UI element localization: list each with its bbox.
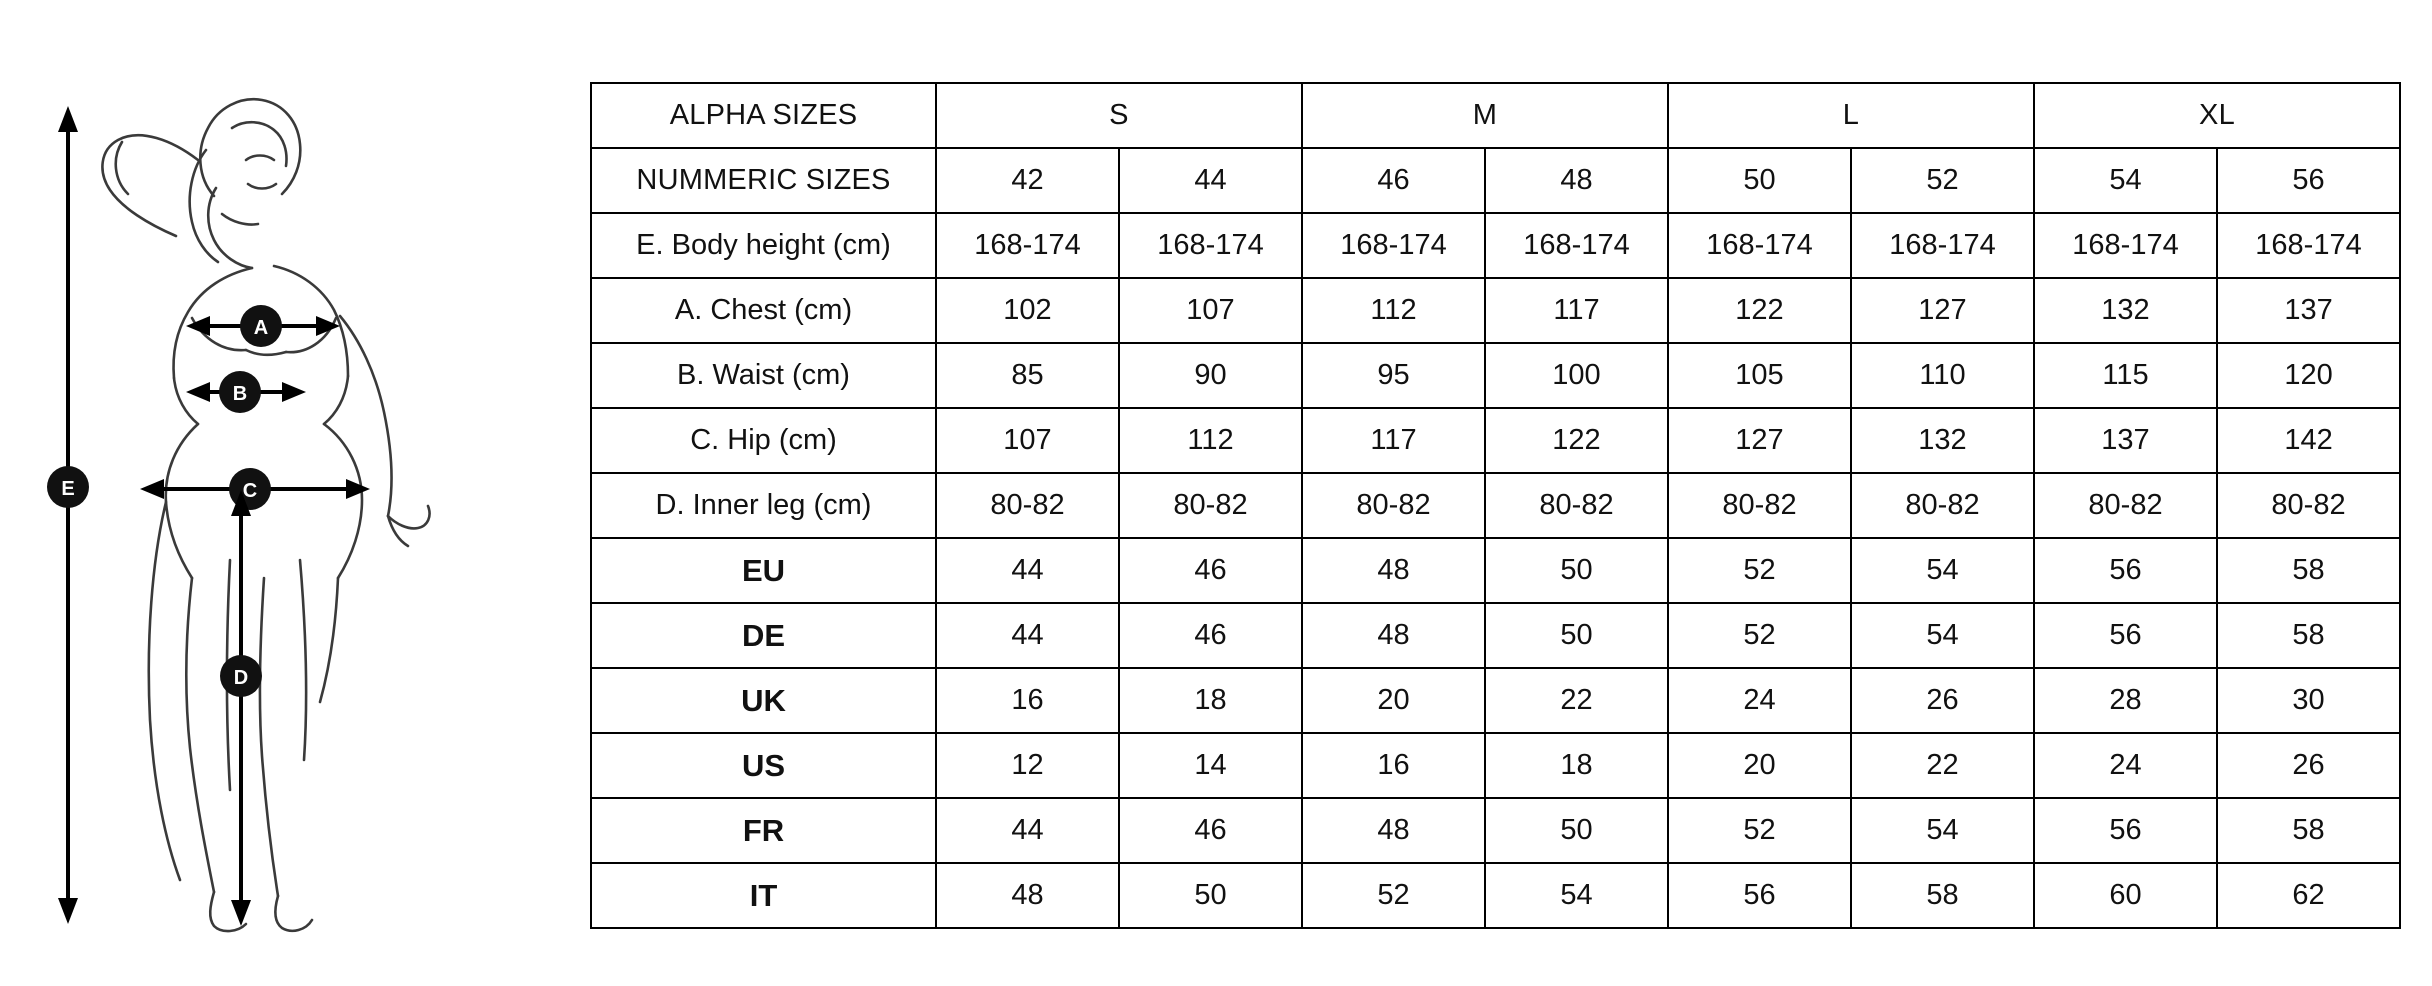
cell: 117	[1485, 278, 1668, 343]
cell: 85	[936, 343, 1119, 408]
marker-a	[240, 305, 282, 347]
table-row	[591, 668, 2400, 733]
cell: 46	[1119, 603, 1302, 668]
cell: 107	[936, 408, 1119, 473]
cell: 112	[1119, 408, 1302, 473]
cell: 48	[1302, 603, 1485, 668]
cell: 132	[1851, 408, 2034, 473]
svg-text:A: A	[253, 317, 269, 339]
cell: 20	[1302, 668, 1485, 733]
numeric-sizes-row	[591, 148, 2400, 213]
cell: 46	[1119, 538, 1302, 603]
row-label-chest: A. Chest (cm)	[591, 278, 936, 343]
cell: 24	[1668, 668, 1851, 733]
cell: 54	[1851, 603, 2034, 668]
cell: 44	[936, 538, 1119, 603]
table-row	[591, 473, 2400, 538]
cell: 120	[2217, 343, 2400, 408]
cell: 58	[2217, 798, 2400, 863]
table-row	[591, 603, 2400, 668]
cell: 18	[1119, 668, 1302, 733]
cell: 80-82	[1668, 473, 1851, 538]
cell: 52	[1668, 798, 1851, 863]
cell: 80-82	[1851, 473, 2034, 538]
cell: 20	[1668, 733, 1851, 798]
cell: 122	[1485, 408, 1668, 473]
cell: 137	[2217, 278, 2400, 343]
table-row	[591, 343, 2400, 408]
numeric-size-44: 44	[1119, 148, 1302, 213]
cell: 46	[1119, 798, 1302, 863]
cell: 26	[1851, 668, 2034, 733]
cell: 80-82	[1485, 473, 1668, 538]
cell: 16	[1302, 733, 1485, 798]
alpha-sizes-label: ALPHA SIZES	[591, 83, 936, 148]
cell: 52	[1668, 538, 1851, 603]
table-row	[591, 278, 2400, 343]
numeric-size-46: 46	[1302, 148, 1485, 213]
alpha-group-m: M	[1302, 83, 1668, 148]
cell: 12	[936, 733, 1119, 798]
table-row	[591, 408, 2400, 473]
alpha-group-s: S	[936, 83, 1302, 148]
female-silhouette	[102, 99, 429, 931]
row-label-it: IT	[591, 863, 936, 928]
cell: 142	[2217, 408, 2400, 473]
cell: 105	[1668, 343, 1851, 408]
cell: 56	[1668, 863, 1851, 928]
cell: 48	[936, 863, 1119, 928]
row-label-uk: UK	[591, 668, 936, 733]
numeric-size-56: 56	[2217, 148, 2400, 213]
cell: 80-82	[1119, 473, 1302, 538]
alpha-group-xl: XL	[2034, 83, 2400, 148]
cell: 50	[1485, 603, 1668, 668]
numeric-sizes-label: NUMMERIC SIZES	[591, 148, 936, 213]
cell: 137	[2034, 408, 2217, 473]
cell: 168-174	[1119, 213, 1302, 278]
cell: 168-174	[1485, 213, 1668, 278]
svg-text:D: D	[233, 667, 249, 689]
cell: 102	[936, 278, 1119, 343]
row-label-body-height: E. Body height (cm)	[591, 213, 936, 278]
cell: 50	[1485, 538, 1668, 603]
body-diagram-svg	[0, 0, 580, 986]
cell: 80-82	[2217, 473, 2400, 538]
alpha-group-l: L	[1668, 83, 2034, 148]
cell: 18	[1485, 733, 1668, 798]
numeric-size-52: 52	[1851, 148, 2034, 213]
cell: 60	[2034, 863, 2217, 928]
alpha-sizes-row	[591, 83, 2400, 148]
cell: 54	[1485, 863, 1668, 928]
cell: 14	[1119, 733, 1302, 798]
cell: 168-174	[936, 213, 1119, 278]
cell: 80-82	[936, 473, 1119, 538]
svg-text:C: C	[242, 480, 258, 502]
svg-text:E: E	[61, 478, 75, 500]
height-arrow-e	[58, 106, 78, 924]
marker-b	[219, 371, 261, 413]
numeric-size-50: 50	[1668, 148, 1851, 213]
cell: 44	[936, 798, 1119, 863]
numeric-size-48: 48	[1485, 148, 1668, 213]
table-row	[591, 538, 2400, 603]
cell: 168-174	[2217, 213, 2400, 278]
cell: 62	[2217, 863, 2400, 928]
cell: 117	[1302, 408, 1485, 473]
numeric-size-54: 54	[2034, 148, 2217, 213]
row-label-waist: B. Waist (cm)	[591, 343, 936, 408]
cell: 30	[2217, 668, 2400, 733]
cell: 110	[1851, 343, 2034, 408]
row-label-de: DE	[591, 603, 936, 668]
innerleg-arrow-d	[231, 490, 251, 926]
cell: 54	[1851, 798, 2034, 863]
cell: 80-82	[1302, 473, 1485, 538]
row-label-eu: EU	[591, 538, 936, 603]
cell: 52	[1668, 603, 1851, 668]
cell: 112	[1302, 278, 1485, 343]
body-diagram-panel	[0, 0, 580, 986]
cell: 168-174	[2034, 213, 2217, 278]
cell: 50	[1485, 798, 1668, 863]
cell: 90	[1119, 343, 1302, 408]
cell: 58	[2217, 538, 2400, 603]
cell: 100	[1485, 343, 1668, 408]
cell: 107	[1119, 278, 1302, 343]
cell: 50	[1119, 863, 1302, 928]
table-row	[591, 798, 2400, 863]
cell: 122	[1668, 278, 1851, 343]
marker-d	[220, 655, 262, 697]
cell: 56	[2034, 798, 2217, 863]
row-label-us: US	[591, 733, 936, 798]
table-row	[591, 863, 2400, 928]
marker-e	[47, 466, 89, 508]
cell: 127	[1851, 278, 2034, 343]
row-label-hip: C. Hip (cm)	[591, 408, 936, 473]
cell: 28	[2034, 668, 2217, 733]
cell: 168-174	[1851, 213, 2034, 278]
cell: 168-174	[1668, 213, 1851, 278]
table-row	[591, 733, 2400, 798]
cell: 95	[1302, 343, 1485, 408]
table-row	[591, 213, 2400, 278]
cell: 58	[1851, 863, 2034, 928]
cell: 168-174	[1302, 213, 1485, 278]
cell: 132	[2034, 278, 2217, 343]
cell: 115	[2034, 343, 2217, 408]
size-table	[590, 82, 2401, 929]
cell: 56	[2034, 603, 2217, 668]
cell: 58	[2217, 603, 2400, 668]
cell: 26	[2217, 733, 2400, 798]
cell: 127	[1668, 408, 1851, 473]
cell: 22	[1851, 733, 2034, 798]
cell: 44	[936, 603, 1119, 668]
cell: 48	[1302, 538, 1485, 603]
row-label-inner-leg: D. Inner leg (cm)	[591, 473, 936, 538]
cell: 56	[2034, 538, 2217, 603]
svg-text:B: B	[232, 383, 248, 405]
row-label-fr: FR	[591, 798, 936, 863]
marker-c	[229, 468, 271, 510]
cell: 22	[1485, 668, 1668, 733]
cell: 52	[1302, 863, 1485, 928]
cell: 54	[1851, 538, 2034, 603]
numeric-size-42: 42	[936, 148, 1119, 213]
cell: 80-82	[2034, 473, 2217, 538]
cell: 48	[1302, 798, 1485, 863]
size-table-wrap	[590, 82, 2400, 929]
cell: 16	[936, 668, 1119, 733]
cell: 24	[2034, 733, 2217, 798]
